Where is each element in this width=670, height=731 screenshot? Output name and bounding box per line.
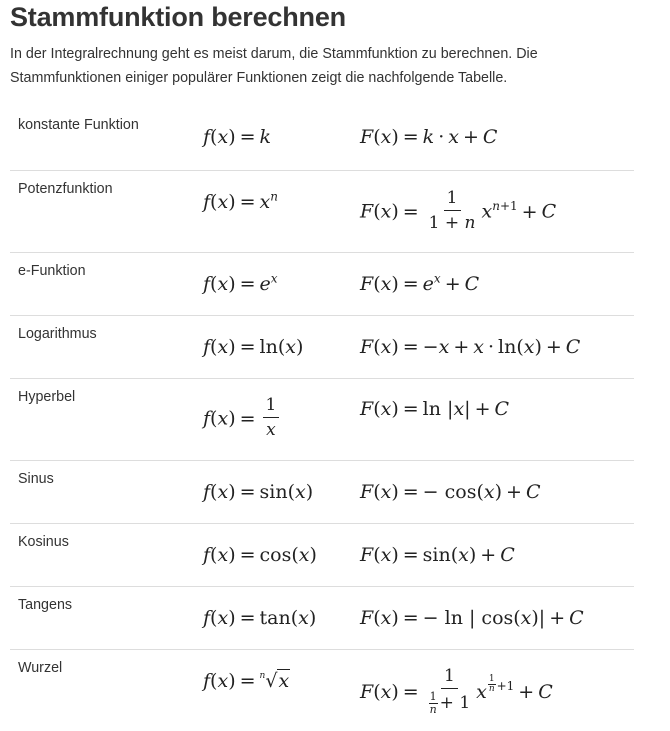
- function-name: konstante Funktion: [18, 117, 139, 133]
- antiderivative-formula: F(x) = sin(x) + C: [360, 544, 515, 566]
- table-row: [10, 171, 634, 253]
- table-row: [10, 650, 634, 728]
- function-name: Logarithmus: [18, 326, 97, 342]
- antiderivative-formula: F(x) = ln |x| + C: [360, 398, 510, 420]
- function-formula: f(x) = tan(x): [203, 607, 317, 629]
- antiderivative-formula: F(x) = − cos(x) + C: [360, 481, 541, 503]
- antiderivative-formula: F(x) = − ln | cos(x)| + C: [360, 607, 584, 629]
- antiderivative-formula: F(x) = 1 $\frac{1}{n}$ + 1 x $^{\frac{1}{n} +1}$ + C: [360, 666, 553, 716]
- intro-paragraph: In der Integralrechnung geht es meist darum, die Stammfunktion zu berechnen. Die Stammfunktionen einiger populärer Funktionen zeigt die nachfolgende Tabelle.: [10, 46, 538, 86]
- page-title: Stammfunktion berechnen: [10, 2, 346, 32]
- function-formula: f(x) = ln(x): [203, 336, 304, 358]
- table-row: [10, 316, 634, 379]
- antiderivative-formula: F(x) = −x + x · ln(x) + C: [360, 336, 581, 358]
- table-row: [10, 524, 634, 587]
- function-name: Kosinus: [18, 534, 69, 550]
- table-row: [10, 107, 634, 171]
- table-row: [10, 587, 634, 650]
- table-row: [10, 253, 634, 316]
- antiderivative-formula: $F(x) = e^x + C$: [360, 271, 480, 295]
- antiderivative-formula: F(x) = $\frac{1}{1 + n}$ $x^{n+1} + C$: [360, 188, 557, 233]
- function-formula: f(x) = $^n$√x: [203, 670, 290, 692]
- antiderivative-table: [10, 107, 634, 728]
- function-formula: f(x) = k: [203, 126, 272, 148]
- table-row: [10, 379, 634, 461]
- function-name: Hyperbel: [18, 389, 76, 405]
- function-formula: f(x) = sin(x): [203, 481, 314, 503]
- antiderivative-formula: F(x) = k · x + C: [360, 126, 498, 148]
- function-name: Wurzel: [18, 660, 63, 676]
- function-formula: $f(x) = x^n$: [203, 189, 278, 213]
- function-formula: f(x) = cos(x): [203, 544, 317, 566]
- function-formula: f(x) = $\frac{1}{x}$: [203, 397, 282, 442]
- function-formula: $f(x) = e^x$: [203, 271, 278, 295]
- function-name: Tangens: [18, 597, 73, 613]
- function-name: Potenzfunktion: [18, 181, 113, 197]
- function-name: e-Funktion: [18, 263, 86, 279]
- function-name: Sinus: [18, 471, 54, 487]
- table-row: [10, 461, 634, 524]
